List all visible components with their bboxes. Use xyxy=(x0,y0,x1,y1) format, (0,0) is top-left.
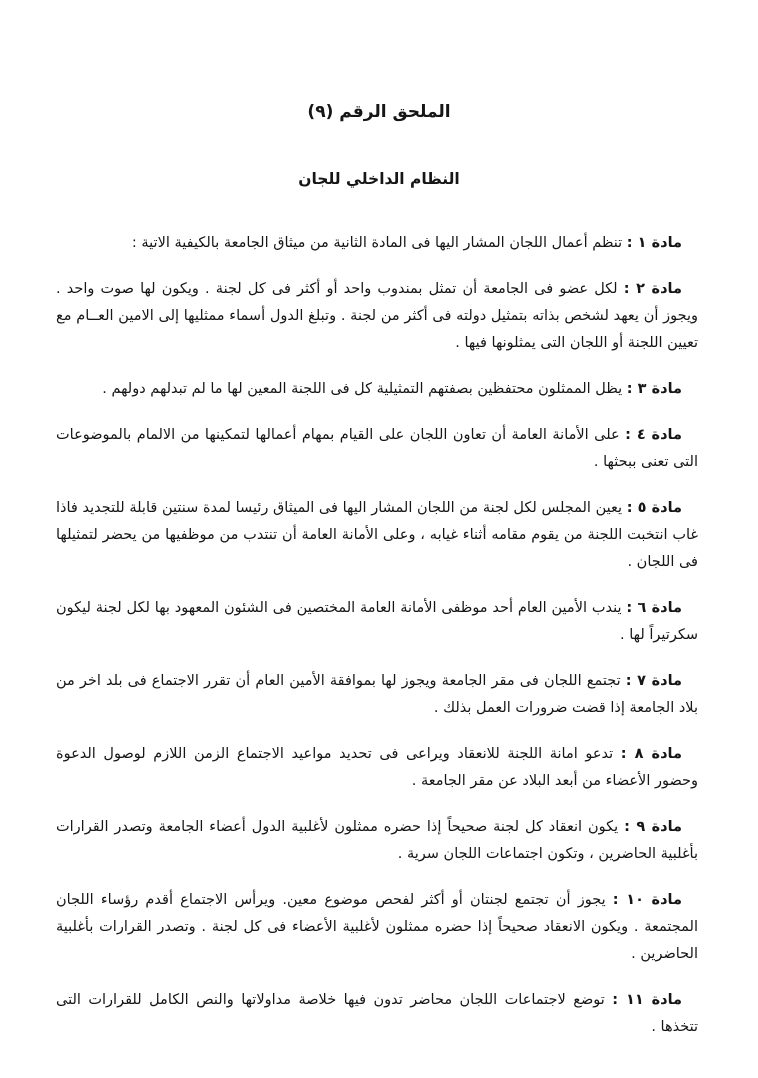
article-7-text: تجتمع اللجان فى مقر الجامعة ويجوز لها بموافقة الأمين العام أن تقرر الاجتماع فى بلد اخر من بلاد الجامعة إذا قضت ضرورات العمل بذلك . xyxy=(56,673,698,716)
article-1 xyxy=(56,230,698,257)
article-8-number: مادة ٨ : xyxy=(620,746,682,762)
article-10 xyxy=(56,887,698,968)
article-5-number: مادة ٥ : xyxy=(626,500,682,516)
article-5-text: يعين المجلس لكل لجنة من اللجان المشار اليها فى الميثاق رئيسا لمدة سنتين قابلة للتجديد فاذا غاب انتخبت اللجنة من يقوم مقامه أثناء غيابه ، وعلى الأمانة العامة أن تنتدب من موظفيها من يحضر لتمثيلها فى اللجان . xyxy=(56,500,698,570)
article-11-text: توضع لاجتماعات اللجان محاضر تدون فيها خلاصة مداولاتها والنص الكامل للقرارات التى تتخذها . xyxy=(56,992,698,1035)
article-10-text: يجوز أن تجتمع لجنتان أو أكثر لفحص موضوع معين. ويرأس الاجتماع أقدم رؤساء اللجان المجتمعة . ويكون الانعقاد صحيحاً إذا حضره ممثلون لأغلبية الأعضاء فى كل لجنة . وتصدر القرارات بأغلبية الحاضرين . xyxy=(56,892,698,962)
document-subtitle: النظام الداخلي للجان xyxy=(298,170,460,188)
article-9-number: مادة ٩ : xyxy=(624,819,682,835)
article-6-number: مادة ٦ : xyxy=(626,600,682,616)
article-1-number: مادة ١ : xyxy=(626,235,682,251)
article-9 xyxy=(56,814,698,868)
article-4-number: مادة ٤ : xyxy=(625,427,682,443)
article-3 xyxy=(56,376,698,403)
article-6 xyxy=(56,595,698,649)
article-11-number: مادة ١١ : xyxy=(612,992,682,1008)
article-4 xyxy=(56,422,698,476)
article-5 xyxy=(56,495,698,576)
article-2-text: لكل عضو فى الجامعة أن تمثل بمندوب واحد أو أكثر فى كل لجنة . ويكون لها صوت واحد . ويجوز أن يعهد لشخص بذاته بتمثيل دولته فى أكثر من لجنة . وتبلغ الدول أسماء ممثليها إلى الامين العــام مع تعيين اللجنة أو اللجان التى يمثلونها فيها . xyxy=(56,281,698,351)
article-2-number: مادة ٢ : xyxy=(623,281,682,297)
article-7 xyxy=(56,668,698,722)
article-8 xyxy=(56,741,698,795)
article-3-number: مادة ٣ : xyxy=(626,381,682,397)
appendix-title: الملحق الرقم (٩) xyxy=(307,102,451,122)
articles-body xyxy=(56,230,698,1041)
article-7-number: مادة ٧ : xyxy=(625,673,682,689)
article-1-text: تنظم أعمال اللجان المشار اليها فى المادة الثانية من ميثاق الجامعة بالكيفية الاتية : xyxy=(131,235,623,251)
article-11 xyxy=(56,987,698,1041)
article-6-text: يندب الأمين العام أحد موظفى الأمانة العامة المختصين فى الشئون المعهود بها لكل لجنة ليكون سكرتيراً لها . xyxy=(56,600,698,643)
article-8-text: تدعو امانة اللجنة للانعقاد ويراعى فى تحديد مواعيد الاجتماع الزمن اللازم لوصول الدعوة وحضور الأعضاء من أبعد البلاد عن مقر الجامعة . xyxy=(56,746,698,789)
article-10-number: مادة ١٠ : xyxy=(612,892,682,908)
article-4-text: على الأمانة العامة أن تعاون اللجان على القيام بمهام أعمالها لتمكينها من الالمام بالموضوعات التى تعنى ببحثها . xyxy=(56,427,698,470)
article-9-text: يكون انعقاد كل لجنة صحيحاً إذا حضره ممثلون لأغلبية الدول أعضاء الجامعة وتصدر القرارات بأغلبية الحاضرين ، وتكون اجتماعات اللجان سرية . xyxy=(56,819,698,862)
article-3-text: يظل الممثلون محتفظين بصفتهم التمثيلية كل فى اللجنة المعين لها ما لم تبدلهم دولهم . xyxy=(102,381,623,397)
article-2 xyxy=(56,276,698,357)
